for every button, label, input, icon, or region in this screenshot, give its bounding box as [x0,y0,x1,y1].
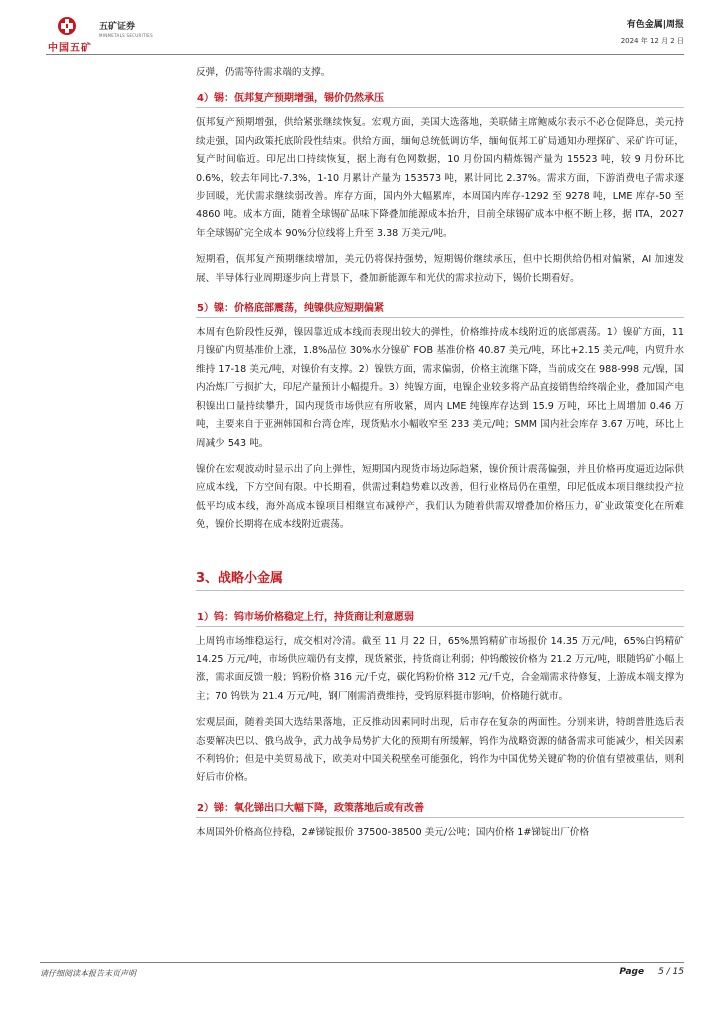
company-name: 中国五矿 [48,43,92,54]
page-footer [40,962,684,984]
section-title-strategic-metals: 3、战略小金属 [196,563,684,591]
header-divider [46,54,684,55]
subsection-title-tungsten: 1）钨：钨市场价格稳定上行，持货商让利意愿弱 [196,605,684,627]
broker-name-en: MINMETALS SECURITIES [99,33,153,38]
paragraph: 本周国外价格高位持稳，2#锑锭报价 37500-38500 美元/公吨；国内价格 1#锑锭出厂价格 [196,826,589,838]
paragraph: 宏观层面，随着美国大选结果落地，正反推动因素同时出现，后市存在复杂的两面性。分别来讲，特朗普胜选后表态要解决巴以、俄乌战争，武力战争局势扩大化的预期有所缓解，钨作为战略资源的储备需求可能减少，相关因素不利钨价；但是中美贸易战下，欧美对中国关税壁垒可能强化，钨作为中国优势关键矿物的价值有望被重估，则利好后市价格。 [196,717,684,784]
header-meta [621,17,684,46]
paragraph: 上周钨市场维稳运行，成交相对冷清。截至 11 月 22 日，65%黑钨精矿市场报价 14.35 万元/吨，65%白钨精矿 14.25 万元/吨，市场供应端仍有支撑，现货紧张，持货商让利弱；仲钨酸铵价格为 21.2 万元/吨，眼随钨矿小幅上涨，需求面反馈一般；钨粉价格 316 元/千克，碳化钨粉价格 312 元/千克，合金端需求待修复，上游成本端支撑为主；70 钨铁为 21.4 万元/吨，钢厂刚需消费维持，受钨原料挺市影响，价格随行就市。 [196,635,684,702]
paragraph: 佤邦复产预期增强，供给紧张继续恢复。宏观方面，美国大选落地，美联储主席鲍威尔表示不必仓促降息，美元持续走强，国内政策托底阶段性结束。供给方面，缅甸总统低调访华，缅甸佤邦工矿局通知办理探矿、采矿许可证，复产时间临近。印尼出口持续恢复，据上海有色网数据，10 月份国内精炼锡产量为 15523 吨，较 9 月份环比 0.6%，较去年同比-7.3%，1-10 月累计产量为 153573 吨，累计同比 2.37%。需求方面，下游消费电子需求逐步回暖，光伏需求继续弱改善。库存方面，国内外大幅累库，本周国内库存-1292 至 9278 吨，LME 库存-50 至 4860 吨。成本方面，随着全球锡矿品味下降叠加能源成本抬升，目前全球锡矿成本中枢不断上移，据 ITA，2027 年全球锡矿完全成本 90%分位线将上升至 3.38 万美元/吨。 [196,117,684,239]
paragraph: 本周有色阶段性反弹，镍因靠近成本线而表现出较大的弹性，价格维持成本线附近的底部震荡。1）镍矿方面，11 月镍矿内贸基准价上涨，1.8%品位 30%水分镍矿 FOB 基准价格 40.87 美元/吨，环比+2.15 美元/吨，内贸升水维持 17-18 美元/吨，对镍价有支撑。2）镍铁方面，需求偏弱，价格主流继下降，当前成交在 988-998 元/镍，国内冶炼厂亏损扩大，印尼产量预计小幅提升。3）纯镍方面，电镍企业较多将产品直接销售给终端企业，叠加国产电积镍出口量持续攀升，国内现货市场供应有所收紧，周内 LME 纯镍库存达到 15.9 万吨，环比上周增加 0.46 万吨，主要来自于亚洲韩国和台湾仓库，现货贴水小幅收窄至 233 美元/吨；SMM 国内社会库存 3.67 万吨，环比上周减少 543 吨。 [196,327,684,449]
report-body [196,64,684,850]
page-indicator [619,967,684,977]
page-label: Page [619,967,645,977]
subsection-title-tin: 4）锡：佤邦复产预期增强，锡价仍然承压 [196,86,684,108]
paragraph: 镍价在宏观波动时显示出了向上弹性，短期国内现货市场边际趋紧，镍价预计震荡偏强，并且价格再度逼近边际供应成本线，下方空间有限。中长期看，供需过剩趋势难以改善，但行业格局仍在重塑，印尼低成本项目继续投产拉低平均成本线，海外高成本镍项目相继宣布减停产，我们认为随着供需双增叠加价格压力，矿业政策变化在所难免，镍价长期将在成本线附近震荡。 [196,463,684,531]
page-number: 5 / 15 [658,967,684,977]
paragraph: 反弹，仍需等待需求端的支撑。 [196,67,331,78]
page-header [0,0,724,56]
broker-name: 五矿证券 [99,22,136,32]
subsection-title-antimony: 2）锑：氧化锑出口大幅下降，政策落地后或有改善 [196,796,684,818]
paragraph: 短期看，佤邦复产预期继续增加，美元仍将保持强势，短期锡价继续承压，但中长期供给仍相对偏紧，AI 加速发展、半导体行业周期逐步向上背景下，叠加新能源车和光伏的需求拉动下，锡价长期看好。 [196,254,684,284]
minmetals-logo-icon [56,16,78,36]
report-type: 有色金属|周报 [626,20,684,30]
footer-disclaimer: 请仔细阅读本报告末页声明 [40,969,136,978]
report-date: 2024 年 12 月 2 日 [620,37,684,45]
company-logo [46,14,176,54]
subsection-title-nickel: 5）镍：价格底部震荡，纯镍供应短期偏紧 [196,296,684,318]
